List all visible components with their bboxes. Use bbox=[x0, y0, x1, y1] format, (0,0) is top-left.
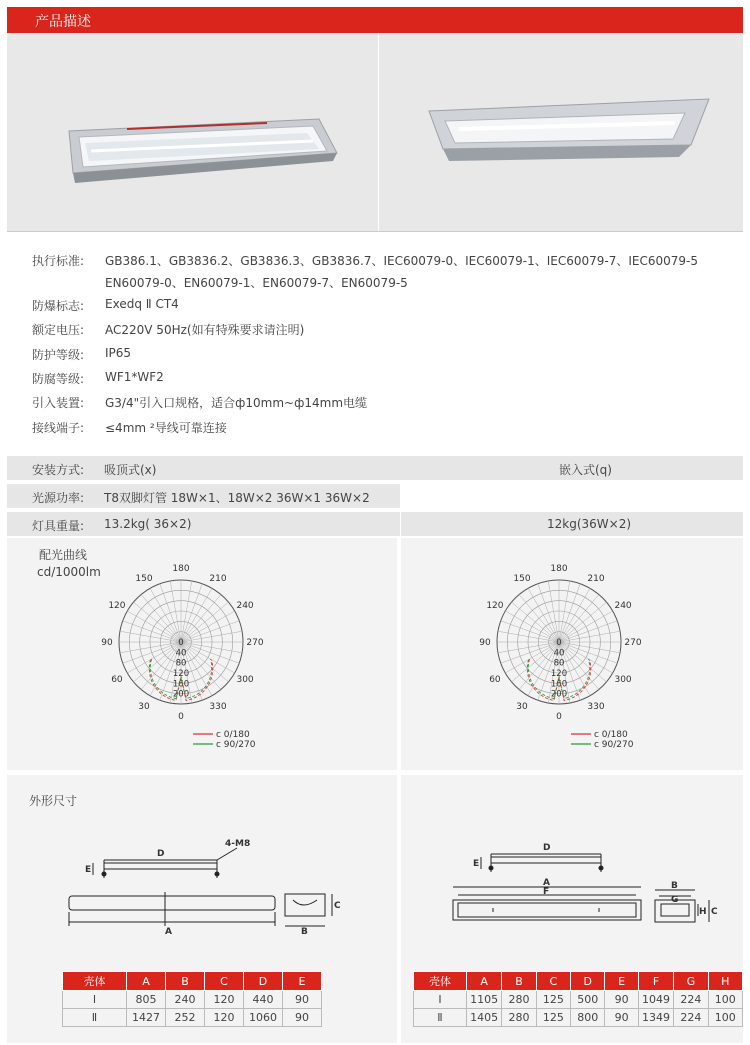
spec-label: 防腐等级: bbox=[32, 372, 85, 386]
spec-value: WF1*WF2 bbox=[105, 370, 164, 384]
td: 90 bbox=[605, 991, 638, 1009]
legend-label: c 90/270 bbox=[216, 740, 256, 750]
dim-label-e: E bbox=[473, 859, 480, 869]
install-label: 安装方式: bbox=[32, 463, 85, 477]
td: 240 bbox=[166, 991, 205, 1009]
spec-label: 防爆标志: bbox=[32, 299, 85, 313]
td: 1049 bbox=[638, 991, 673, 1009]
td: 1427 bbox=[127, 1009, 166, 1027]
polar-angle-label: 300 bbox=[614, 675, 632, 685]
dim-label-d: D bbox=[157, 849, 165, 859]
polar-angle-label: 60 bbox=[489, 675, 501, 685]
power-row bbox=[7, 484, 400, 508]
td: 500 bbox=[571, 991, 605, 1009]
spec-label: 引入装置: bbox=[32, 396, 85, 410]
polar-angle-label: 240 bbox=[614, 601, 632, 611]
td: 224 bbox=[674, 1009, 708, 1027]
dim-label-b: B bbox=[301, 927, 308, 937]
dim-label-note: 4-M8 bbox=[225, 839, 251, 849]
spec-value: ≤4mm ²导线可靠连接 bbox=[105, 421, 227, 435]
polar-radial-label: 40 bbox=[175, 648, 187, 659]
dims-panel-left bbox=[7, 775, 397, 1043]
dim-label-h: H bbox=[699, 907, 707, 917]
polar-radial-label: 0 bbox=[178, 638, 184, 648]
th: 壳体 bbox=[414, 972, 467, 991]
polar-angle-label: 210 bbox=[587, 573, 605, 584]
td: Ⅰ bbox=[414, 991, 467, 1009]
th: G bbox=[674, 972, 708, 991]
td: 120 bbox=[205, 991, 244, 1009]
weight-left: 13.2kg( 36×2) bbox=[104, 517, 192, 531]
dim-label-g: G bbox=[671, 895, 679, 905]
polar-angle-label: 90 bbox=[101, 638, 113, 648]
polar-radial-label: 120 bbox=[550, 669, 568, 679]
polar-radial-label: 120 bbox=[172, 669, 190, 679]
polar-radial-label: 80 bbox=[553, 658, 565, 669]
spec-value: Exedq Ⅱ CT4 bbox=[105, 297, 179, 311]
td: 1060 bbox=[244, 1009, 283, 1027]
spec-value: GB386.1、GB3836.2、GB3836.3、GB3836.7、IEC60079-0、IEC60079-1、IEC60079-7、IEC60079-5 bbox=[105, 254, 698, 268]
th: C bbox=[205, 972, 244, 991]
section-header bbox=[7, 7, 743, 33]
th: E bbox=[283, 972, 322, 991]
product-photo-surface bbox=[7, 33, 378, 231]
spec-value: IP65 bbox=[105, 346, 132, 360]
th: A bbox=[466, 972, 501, 991]
power-value: T8双脚灯管 18W×1、18W×2 36W×1 36W×2 bbox=[104, 491, 370, 505]
spec-value-line2: EN60079-0、EN60079-1、EN60079-7、EN60079-5 bbox=[105, 276, 408, 290]
polar-angle-label: 150 bbox=[135, 573, 153, 584]
td: 1105 bbox=[466, 991, 501, 1009]
polar-angle-label: 240 bbox=[236, 601, 254, 611]
power-label: 光源功率: bbox=[32, 491, 85, 505]
td: 90 bbox=[283, 991, 322, 1009]
polar-chart-left bbox=[7, 538, 397, 770]
polar-title: 配光曲线 bbox=[39, 548, 88, 562]
polar-panel-right bbox=[401, 538, 743, 770]
td: Ⅱ bbox=[63, 1009, 127, 1027]
th: D bbox=[244, 972, 283, 991]
th: 壳体 bbox=[63, 972, 127, 991]
polar-radial-label: 0 bbox=[556, 638, 562, 648]
polar-angle-label: 120 bbox=[108, 601, 126, 611]
polar-angle-label: 150 bbox=[513, 573, 531, 584]
td: 800 bbox=[571, 1009, 605, 1027]
weight-label: 灯具重量: bbox=[32, 519, 85, 533]
td: 125 bbox=[536, 991, 570, 1009]
spec-value: G3/4"引入口规格，适合ф10mm~ф14mm电缆 bbox=[105, 396, 368, 410]
th: A bbox=[127, 972, 166, 991]
install-right: 嵌入式(q) bbox=[559, 463, 612, 477]
polar-radial-label: 80 bbox=[175, 658, 187, 669]
dim-label-b: B bbox=[671, 881, 678, 891]
polar-radial-label: 200 bbox=[550, 689, 568, 700]
polar-angle-label: 30 bbox=[516, 702, 528, 713]
dim-label-d: D bbox=[543, 843, 551, 853]
th: F bbox=[638, 972, 673, 991]
polar-unit: cd/1000lm bbox=[37, 565, 101, 579]
dim-label-c: C bbox=[711, 907, 718, 917]
spec-label: 接线端子: bbox=[32, 421, 85, 435]
polar-panel-left bbox=[7, 538, 397, 770]
weight-right: 12kg(36W×2) bbox=[547, 517, 632, 531]
polar-angle-label: 330 bbox=[209, 702, 227, 713]
weight-divider bbox=[400, 512, 401, 536]
polar-angle-label: 330 bbox=[587, 702, 605, 713]
td: 1349 bbox=[638, 1009, 673, 1027]
polar-angle-label: 270 bbox=[246, 638, 264, 648]
polar-angle-label: 0 bbox=[178, 712, 184, 722]
td: 805 bbox=[127, 991, 166, 1009]
polar-radial-label: 200 bbox=[172, 689, 190, 700]
polar-angle-label: 180 bbox=[550, 564, 568, 574]
polar-chart-right bbox=[401, 538, 743, 770]
th: D bbox=[571, 972, 605, 991]
td: 224 bbox=[674, 991, 708, 1009]
th: E bbox=[605, 972, 638, 991]
dim-label-f: F bbox=[543, 887, 550, 897]
td: 120 bbox=[205, 1009, 244, 1027]
polar-angle-label: 120 bbox=[486, 601, 504, 611]
spec-label: 额定电压: bbox=[32, 323, 85, 337]
td: 280 bbox=[502, 1009, 536, 1027]
td: 252 bbox=[166, 1009, 205, 1027]
th: C bbox=[536, 972, 570, 991]
polar-angle-label: 30 bbox=[138, 702, 150, 713]
th: B bbox=[166, 972, 205, 991]
dimension-table-right bbox=[413, 971, 743, 1027]
polar-angle-label: 270 bbox=[624, 638, 642, 648]
product-photo-recessed bbox=[379, 33, 744, 231]
polar-angle-label: 0 bbox=[556, 712, 562, 722]
product-photos bbox=[7, 33, 743, 232]
polar-angle-label: 90 bbox=[479, 638, 491, 648]
td: 440 bbox=[244, 991, 283, 1009]
td: 100 bbox=[708, 1009, 742, 1027]
dim-label-a: A bbox=[543, 878, 550, 888]
dim-label-a: A bbox=[165, 927, 172, 937]
dim-label-c: C bbox=[334, 901, 341, 911]
th: B bbox=[502, 972, 536, 991]
legend-label: c 0/180 bbox=[594, 730, 628, 740]
spec-label: 防护等级: bbox=[32, 348, 85, 362]
polar-radial-label: 40 bbox=[553, 648, 565, 659]
install-left: 吸顶式(x) bbox=[104, 463, 157, 477]
polar-angle-label: 300 bbox=[236, 675, 254, 685]
polar-radial-label: 160 bbox=[550, 679, 568, 690]
install-row bbox=[7, 456, 743, 480]
spec-label: 执行标准: bbox=[32, 254, 85, 268]
polar-radial-label: 160 bbox=[172, 679, 190, 690]
polar-angle-label: 180 bbox=[172, 564, 190, 574]
td: 1405 bbox=[466, 1009, 501, 1027]
td: 90 bbox=[605, 1009, 638, 1027]
dim-label-e: E bbox=[85, 865, 92, 875]
polar-angle-label: 210 bbox=[209, 573, 227, 584]
section-title: 产品描述 bbox=[35, 14, 91, 30]
td: 125 bbox=[536, 1009, 570, 1027]
td: Ⅱ bbox=[414, 1009, 467, 1027]
td: 100 bbox=[708, 991, 742, 1009]
dimension-table-left bbox=[62, 971, 322, 1027]
dims-title: 外形尺寸 bbox=[29, 794, 78, 808]
legend-label: c 90/270 bbox=[594, 740, 634, 750]
td: 280 bbox=[502, 991, 536, 1009]
dims-panel-right bbox=[401, 775, 743, 1043]
legend-label: c 0/180 bbox=[216, 730, 250, 740]
th: H bbox=[708, 972, 742, 991]
polar-angle-label: 60 bbox=[111, 675, 123, 685]
spec-value: AC220V 50Hz(如有特殊要求请注明) bbox=[105, 323, 305, 337]
td: 90 bbox=[283, 1009, 322, 1027]
weight-row bbox=[7, 512, 743, 536]
td: Ⅰ bbox=[63, 991, 127, 1009]
